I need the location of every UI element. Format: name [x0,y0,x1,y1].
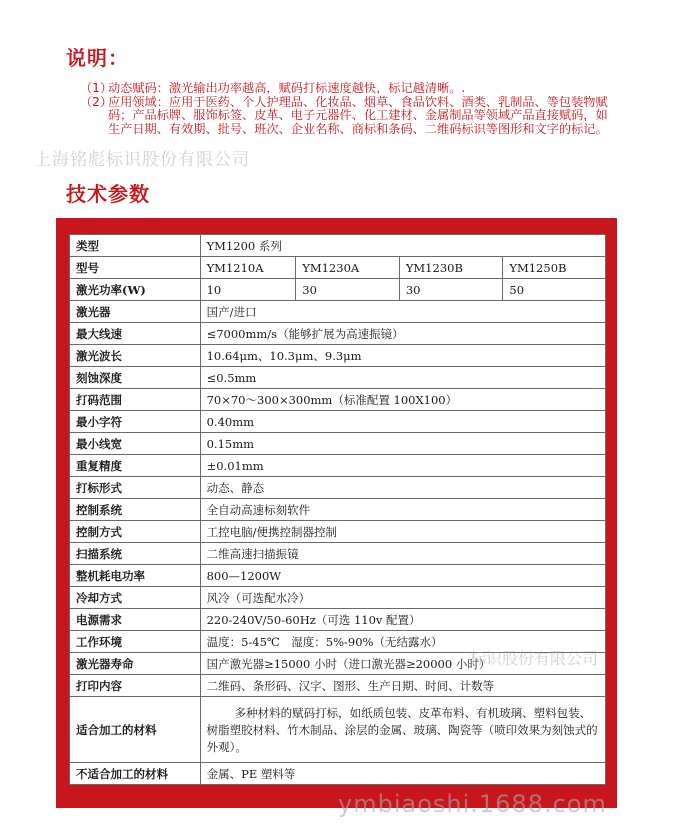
description-item-number: （2） [80,94,113,109]
row-label: 工作环境 [70,631,201,653]
table-row [70,543,606,565]
table-row-materials [70,697,606,763]
row-value: 220-240V/50-60Hz（可选 110v 配置） [200,609,605,631]
row-value: 10.64μm、10.3μm、9.3μm [200,345,605,367]
row-label: 打码范围 [70,389,201,411]
watermark-company-mid: 标识股份有限公司 [470,649,599,668]
row-value: 800—1200W [200,565,605,587]
row-value: ≤7000mm/s（能够扩展为高速振镜） [200,323,605,345]
table-row [70,675,606,697]
row-value: ±0.01mm [200,455,605,477]
row-label: 激光功率(W) [70,279,201,301]
row-value: 风冷（可选配水冷） [200,587,605,609]
table-row [70,411,606,433]
row-label: 激光波长 [70,345,201,367]
row-value: 金属、PE 塑料等 [200,763,605,785]
description-list [80,82,610,136]
row-label: 打标形式 [70,477,201,499]
row-label: 不适合加工的材料 [70,763,201,785]
watermark-site: ymbiaoshi.1688.com [338,790,607,818]
row-label: 刻蚀深度 [70,367,201,389]
row-value: 温度：5-45℃ 湿度：5%-90%（无结露水） [200,631,605,653]
power-cell: 30 [296,279,400,301]
table-row [70,653,606,675]
table-row [70,587,606,609]
power-cell: 30 [399,279,503,301]
row-label: 最小字符 [70,411,201,433]
power-cell: 50 [503,279,606,301]
specs-title: 技术参数 [66,182,150,206]
table-row [70,499,606,521]
row-label: 扫描系统 [70,543,201,565]
row-value: 动态、静态 [200,477,605,499]
model-cell: YM1230B [399,257,503,279]
description-item-2 [80,96,610,137]
table-row [70,565,606,587]
table-row [70,345,606,367]
row-label: 打印内容 [70,675,201,697]
table-row-series [70,235,606,257]
table-row [70,477,606,499]
table-row-unsuitable [70,763,606,785]
table-row-model [70,257,606,279]
table-row [70,631,606,653]
model-cell: YM1250B [503,257,606,279]
table-row [70,455,606,477]
model-cell: YM1210A [200,257,296,279]
row-label: 类型 [70,235,201,257]
materials-text: 多种材料的赋码打标，如纸质包装、皮革布料、有机玻璃、塑料包装、树脂塑胶材料、竹木制品、涂层的金属、玻璃、陶瓷等（喷印效果为刻蚀式的外观）。 [206,705,598,754]
row-label: 激光器 [70,301,201,323]
specs-table [69,234,606,785]
row-value: 国产激光器≥15000 小时（进口激光器≥20000 小时） [200,653,605,675]
row-label: 整机耗电功率 [70,565,201,587]
power-cell: 10 [200,279,296,301]
row-value: 全自动高速标刻软件 [200,499,605,521]
row-value: 工控电脑/便携控制器控制 [200,521,605,543]
row-label: 型号 [70,257,201,279]
table-row [70,301,606,323]
row-value: 二维码、条形码、汉字、图形、生产日期、时间、计数等 [200,675,605,697]
row-value: 0.15mm [200,433,605,455]
row-value: ≤0.5mm [200,367,605,389]
row-label: 重复精度 [70,455,201,477]
description-item-text: 应用领域：应用于医药、个人护理品、化妆品、烟草、食品饮料、酒类、乳制品、等包装物赋码；产品标牌、服饰标签、皮革、电子元器件、化工建材、金属制品等领域产品直接赋码，如生产日期、有效期、批号、班次、企业名称、商标和条码、二维码标识等图形和文字的标记。 [108,94,608,136]
row-value [200,697,605,763]
row-value: 70×70～300×300mm（标准配置 100X100） [200,389,605,411]
row-label: 最大线速 [70,323,201,345]
table-row [70,389,606,411]
table-row [70,367,606,389]
row-label: 电源需求 [70,609,201,631]
description-title: 说明： [66,46,129,70]
table-row [70,521,606,543]
description-item-number: （1） [80,81,113,95]
model-cell: YM1230A [296,257,400,279]
row-label: 激光器寿命 [70,653,201,675]
row-label: 冷却方式 [70,587,201,609]
description-item-1 [80,82,610,96]
table-row [70,609,606,631]
description-item-text: 动态赋码：激光输出功率越高，赋码打标速度越快，标记越清晰。. [108,81,466,95]
table-row [70,323,606,345]
watermark-company-top: 上海铭彪标识股份有限公司 [34,150,250,170]
row-label: 控制系统 [70,499,201,521]
table-row [70,433,606,455]
row-value: 国产/进口 [200,301,605,323]
row-label: 控制方式 [70,521,201,543]
row-value: 0.40mm [200,411,605,433]
row-label: 最小线宽 [70,433,201,455]
row-value: YM1200 系列 [200,235,605,257]
table-row-power [70,279,606,301]
row-label: 适合加工的材料 [70,697,201,763]
row-value: 二维高速扫描振镜 [200,543,605,565]
